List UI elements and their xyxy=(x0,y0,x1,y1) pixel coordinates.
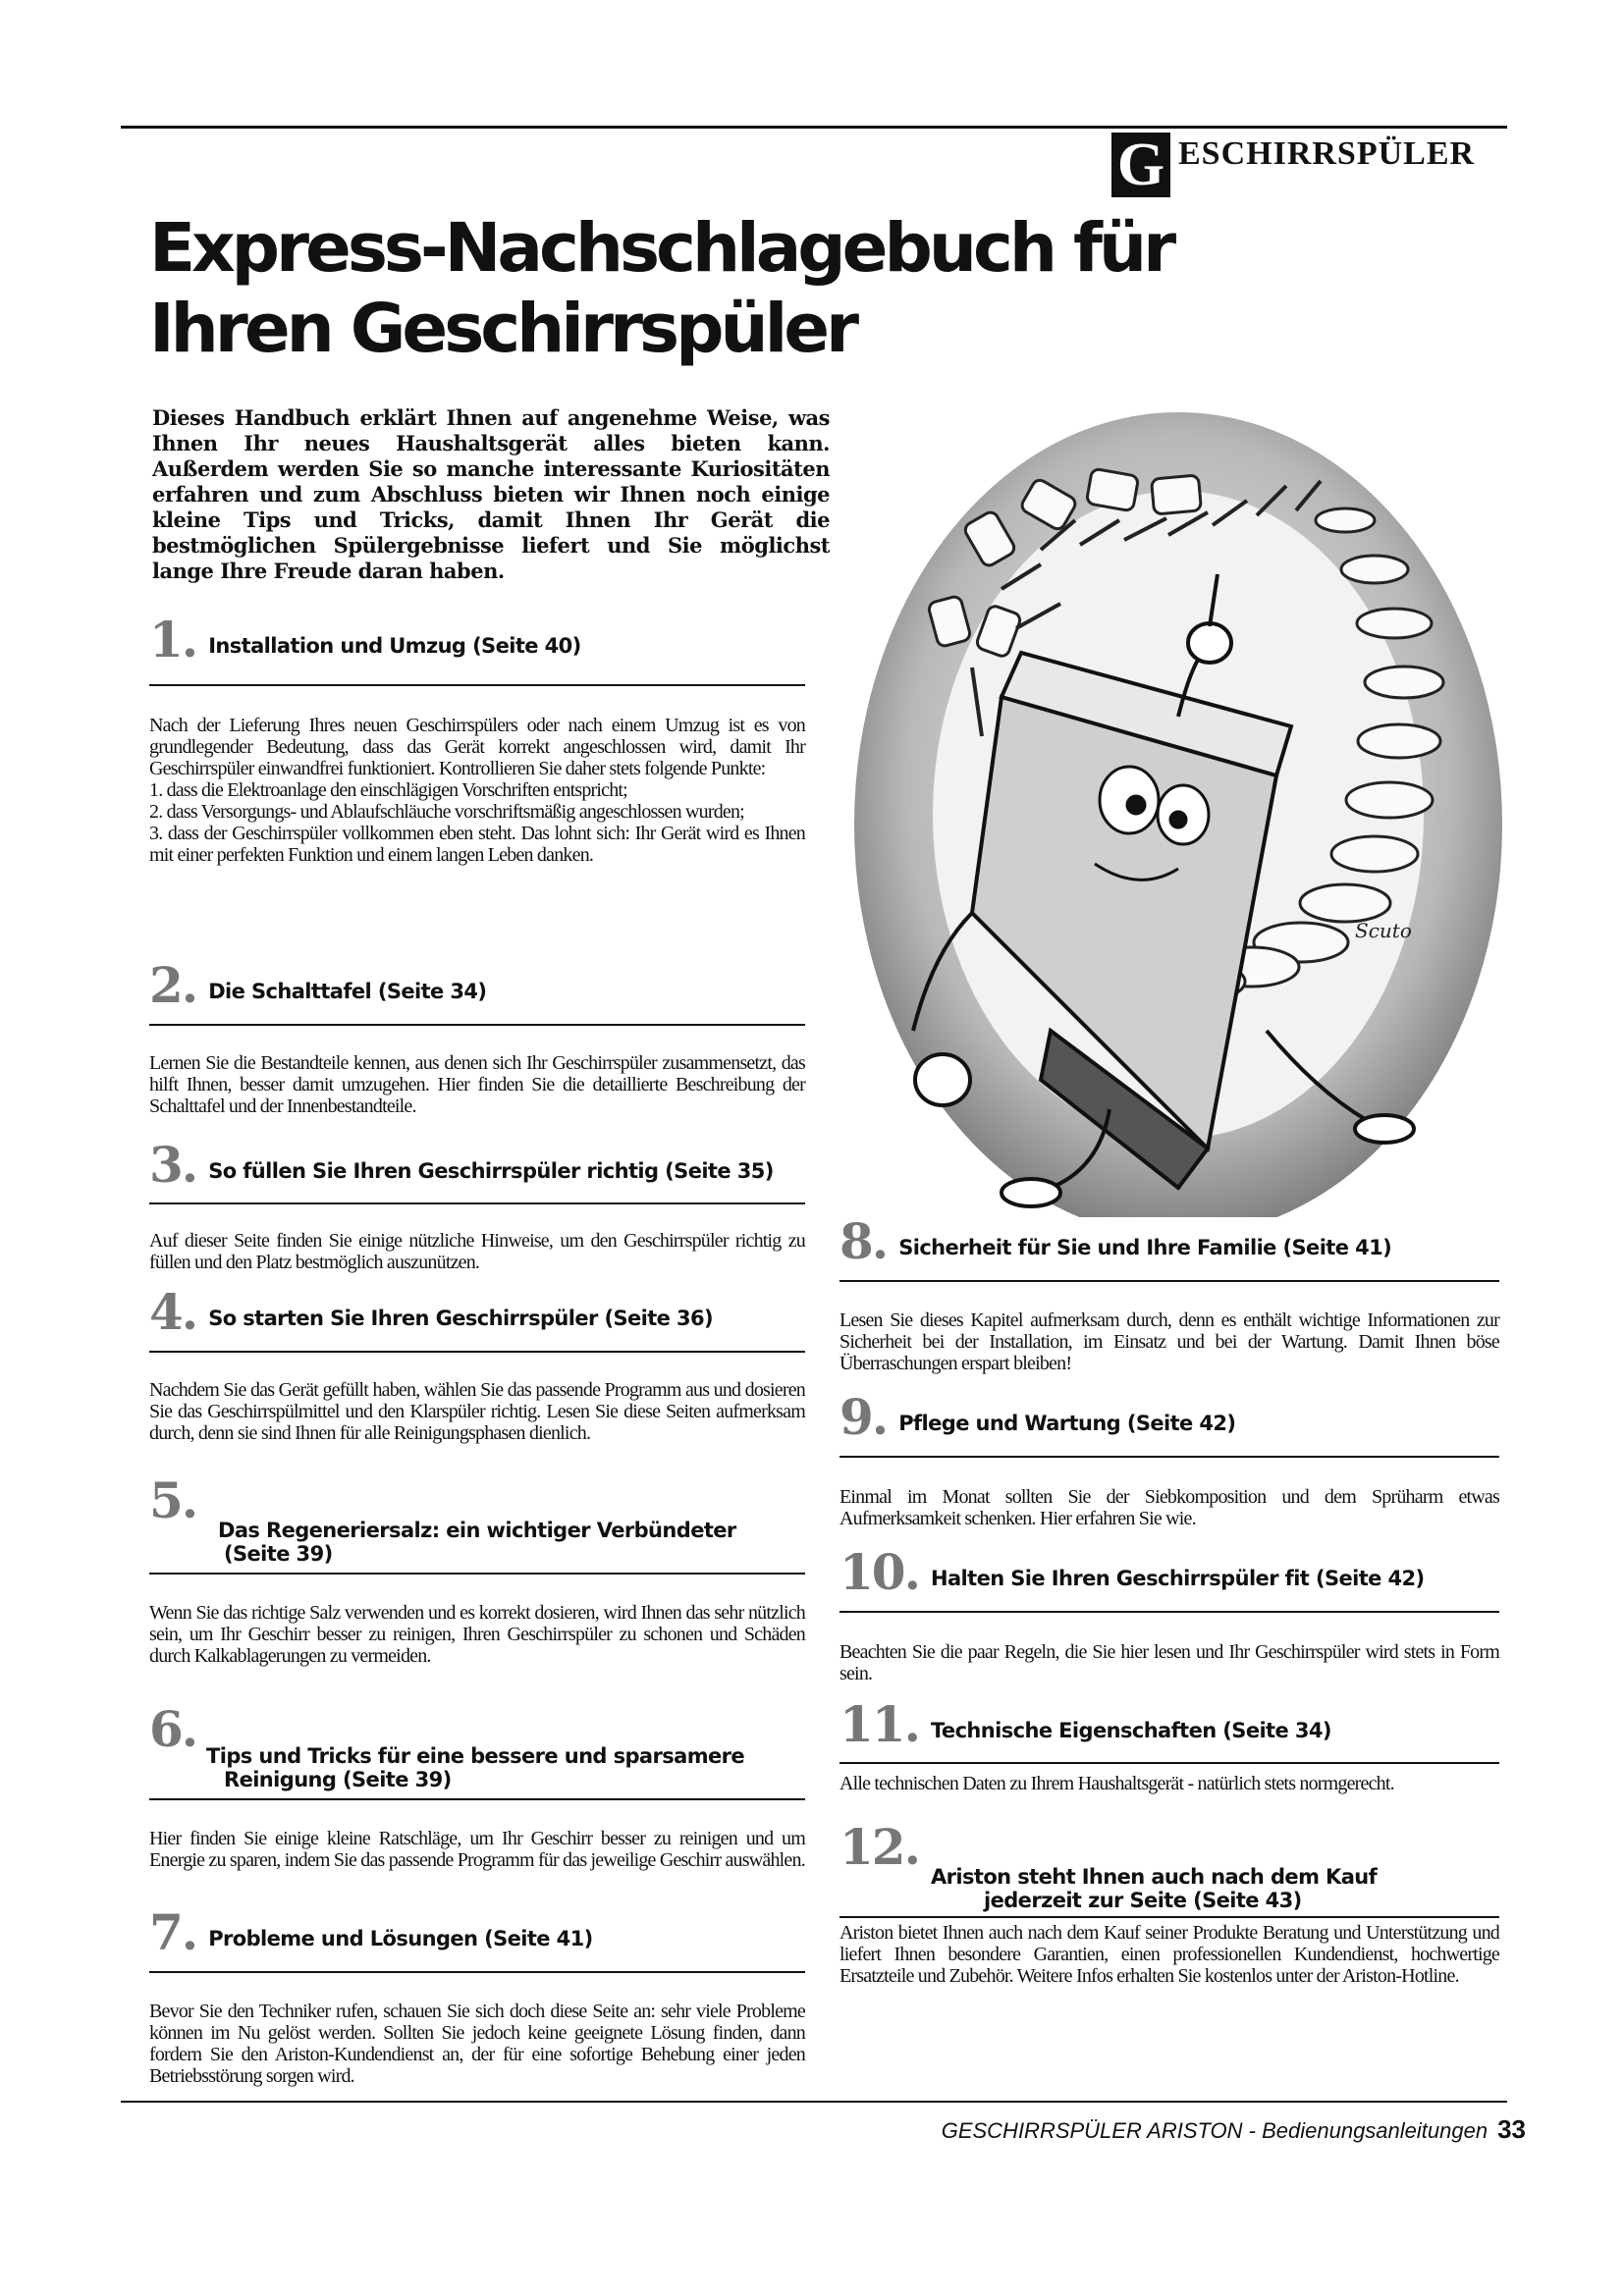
section-6-heading xyxy=(149,1700,208,1758)
section-2-number: 2. xyxy=(149,956,197,1014)
section-11-title: Technische Eigenschaften (Seite 34) xyxy=(931,1719,1331,1742)
section-8-heading xyxy=(839,1212,1392,1270)
intro-paragraph: Dieses Handbuch erklärt Ihnen auf angenehme Weise, was Ihnen Ihr neues Haushaltsgerät alles bieten kann. Außerdem werden Sie so manche interessante Kuriositäten erfahren und zum Abschluss bieten wir Ihnen noch einige kleine Tips und Tricks, damit Ihnen Ihr Gerät die bestmöglichen Spülergebnisse liefert und Sie möglichst lange Ihre Freude daran haben. xyxy=(152,405,830,583)
section-11-body: Alle technischen Daten zu Ihrem Haushaltsgerät - natürlich stets normgerecht. xyxy=(839,1773,1394,1794)
section-1-point-3: 3. dass der Geschirrspüler vollkommen eben steht. Das lohnt sich: Ihr Gerät wird es Ihnen mit einer perfekten Funktion und einem langen Leben danken. xyxy=(149,823,805,866)
section-12-rule xyxy=(839,1916,1499,1918)
section-4-title: So starten Sie Ihren Geschirrspüler (Seite 36) xyxy=(208,1307,714,1330)
section-3-number: 3. xyxy=(149,1136,197,1194)
section-2-title: Die Schalttafel (Seite 34) xyxy=(208,980,487,1003)
section-5-title-line-2: (Seite 39) xyxy=(224,1542,333,1566)
section-9-title: Pflege und Wartung (Seite 42) xyxy=(898,1412,1236,1435)
section-5-title-line-1: Das Regeneriersalz: ein wichtiger Verbündeter xyxy=(218,1519,736,1542)
section-12-heading xyxy=(839,1818,931,1876)
section-3-heading xyxy=(149,1136,774,1194)
section-8-number: 8. xyxy=(839,1212,888,1270)
page-title xyxy=(149,208,1426,369)
section-1-point-2: 2. dass Versorgungs- und Ablaufschläuche vorschriftsmäßig angeschlossen wurden; xyxy=(149,801,744,823)
illustration-signature: Scuto xyxy=(1355,919,1412,942)
section-12-number: 12. xyxy=(839,1818,919,1876)
section-3-body: Auf dieser Seite finden Sie einige nützliche Hinweise, um den Geschirrspüler richtig zu füllen und den Platz bestmöglich auszunützen. xyxy=(149,1230,805,1273)
section-4-heading xyxy=(149,1283,714,1341)
section-6-title-line-1: Tips und Tricks für eine bessere und sparsamere xyxy=(206,1744,745,1768)
section-5-rule xyxy=(149,1573,805,1575)
section-7-title: Probleme und Lösungen (Seite 41) xyxy=(208,1927,593,1950)
section-10-rule xyxy=(839,1611,1499,1613)
section-1-number: 1. xyxy=(149,611,197,668)
section-10-title: Halten Sie Ihren Geschirrspüler fit (Seite 42) xyxy=(931,1567,1425,1590)
section-11-rule xyxy=(839,1762,1499,1764)
section-4-body: Nachdem Sie das Gerät gefüllt haben, wählen Sie das passende Programm aus und dosieren Sie das Geschirrspülmittel und den Klarspüler richtig. Lesen Sie diese Seiten aufmerksam durch, denn sie sind Ihnen für alle Reinigungsphasen dienlich. xyxy=(149,1379,805,1444)
section-11-number: 11. xyxy=(839,1695,919,1753)
section-4-rule xyxy=(149,1351,805,1353)
section-12-title xyxy=(931,1865,1377,1912)
section-11-heading xyxy=(839,1695,1331,1753)
dishwasher-cartoon-illustration xyxy=(854,402,1507,1217)
header-initial: G xyxy=(1111,133,1170,197)
section-12-title-line-1: Ariston steht Ihnen auch nach dem Kauf xyxy=(931,1865,1378,1889)
section-2-body: Lernen Sie die Bestandteile kennen, aus denen sich Ihr Geschirrspüler zusammensetzt, das hilft Ihnen, besser damit umzugehen. Hier finden Sie die detaillierte Beschreibung der Schalttafel und der Innenbestandteile. xyxy=(149,1052,805,1117)
section-6-title xyxy=(206,1744,744,1791)
section-10-heading xyxy=(839,1543,1425,1601)
header-word: ESCHIRRSPÜLER xyxy=(1178,135,1476,172)
footer-rule xyxy=(121,2101,1507,2103)
section-2-rule xyxy=(149,1024,805,1026)
section-5-heading xyxy=(149,1471,208,1529)
section-1-intro-text: Nach der Lieferung Ihres neuen Geschirrspülers oder nach einem Umzug ist es von grundlegender Bedeutung, dass das Gerät korrekt angeschlossen wird, damit Ihr Geschirrspüler einwandfrei funktioniert. Kontrollieren Sie daher stets folgende Punkte: xyxy=(149,715,805,779)
section-8-rule xyxy=(839,1280,1499,1282)
title-line-2: Ihren Geschirrspüler xyxy=(149,290,856,368)
section-1-body xyxy=(149,715,805,866)
section-9-number: 9. xyxy=(839,1388,888,1446)
section-5-title xyxy=(218,1519,736,1566)
section-5-body: Wenn Sie das richtige Salz verwenden und es korrekt dosieren, wird Ihnen das sehr nützlich sein, um Ihr Geschirr besser zu reinigen, Ihren Geschirrspüler zu schonen und Schäden durch Kalkablagerungen zu vermeiden. xyxy=(149,1602,805,1667)
title-line-1: Express-Nachschlagebuch für xyxy=(149,209,1173,288)
section-10-body: Beachten Sie die paar Regeln, die Sie hier lesen und Ihr Geschirrspüler wird stets in Form sein. xyxy=(839,1641,1499,1684)
section-9-rule xyxy=(839,1456,1499,1458)
page-footer xyxy=(942,2114,1526,2145)
section-3-title: So füllen Sie Ihren Geschirrspüler richtig (Seite 35) xyxy=(208,1159,774,1183)
section-7-body: Bevor Sie den Techniker rufen, schauen Sie sich doch diese Seite an: sehr viele Probleme können im Nu gelöst werden. Sollten Sie jedoch keine geeignete Lösung finden, dann fordern Sie den Ariston-Kundendienst an, der für eine sofortige Behebung einer jeden Betriebsstörung sorgen wird. xyxy=(149,2001,805,2087)
section-7-heading xyxy=(149,1903,593,1961)
section-1-title: Installation und Umzug (Seite 40) xyxy=(208,634,581,658)
footer-text: GESCHIRRSPÜLER ARISTON - Bedienungsanleitungen xyxy=(941,2118,1489,2143)
top-rule xyxy=(121,126,1507,129)
section-6-number: 6. xyxy=(149,1700,197,1758)
section-8-body: Lesen Sie dieses Kapitel aufmerksam durch, denn es enthält wichtige Informationen zur Sicherheit bei der Installation, im Einsatz und bei der Wartung. Damit Ihnen böse Überraschungen erspart bleiben! xyxy=(839,1309,1499,1374)
section-4-number: 4. xyxy=(149,1283,197,1341)
section-9-heading xyxy=(839,1388,1236,1446)
section-1-rule xyxy=(149,684,805,686)
section-6-rule xyxy=(149,1798,805,1800)
section-12-body: Ariston bietet Ihnen auch nach dem Kauf seiner Produkte Beratung und Unterstützung und liefert Ihnen besondere Garantien, einen professionellen Kundendienst, hochwertige Ersatzteile und Zubehör. Weitere Infos erhalten Sie kostenlos unter der Ariston-Hotline. xyxy=(839,1922,1499,1987)
section-5-number: 5. xyxy=(149,1471,197,1529)
section-6-title-line-2: Reinigung (Seite 39) xyxy=(224,1768,452,1791)
section-10-number: 10. xyxy=(839,1543,919,1601)
page-number: 33 xyxy=(1497,2114,1526,2144)
section-3-rule xyxy=(149,1202,805,1204)
section-7-number: 7. xyxy=(149,1903,197,1961)
section-1-heading xyxy=(149,611,581,668)
section-12-title-line-2: jederzeit zur Seite (Seite 43) xyxy=(984,1889,1302,1912)
section-8-title: Sicherheit für Sie und Ihre Familie (Seite 41) xyxy=(898,1236,1392,1259)
section-2-heading xyxy=(149,956,487,1014)
section-6-body: Hier finden Sie einige kleine Ratschläge, um Ihr Geschirr besser zu reinigen und um Energie zu sparen, indem Sie das passende Programm für das jeweilige Geschirr auswählen. xyxy=(149,1828,805,1871)
section-9-body: Einmal im Monat sollten Sie der Siebkomposition und dem Sprüharm etwas Aufmerksamkeit schenken. Hier erfahren Sie wie. xyxy=(839,1486,1499,1529)
section-7-rule xyxy=(149,1971,805,1973)
section-1-point-1: 1. dass die Elektroanlage den einschlägigen Vorschriften entspricht; xyxy=(149,779,627,801)
